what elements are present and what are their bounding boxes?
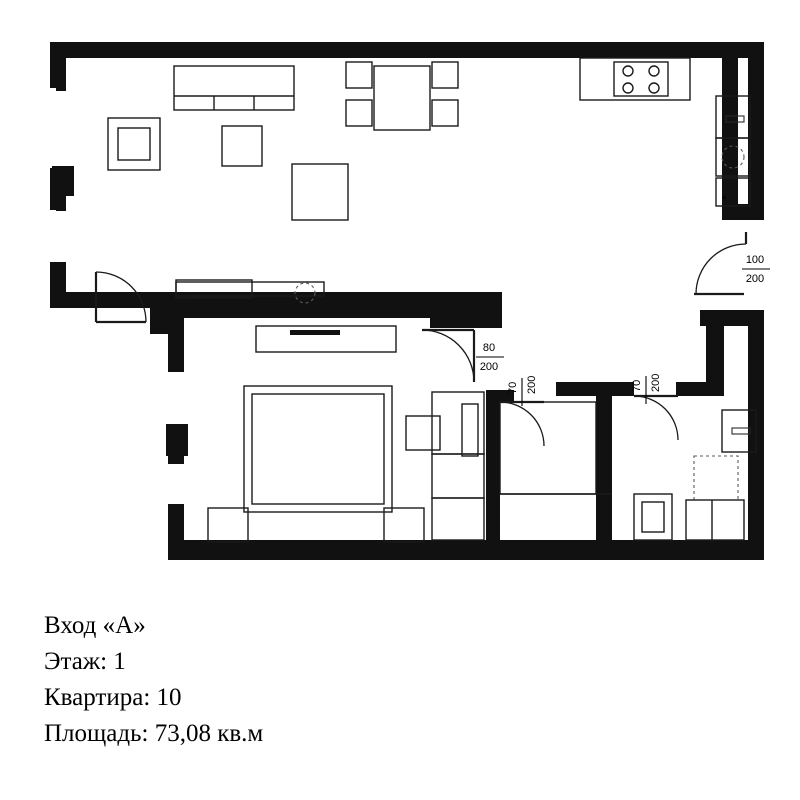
- appliance-mark: *: [722, 194, 727, 206]
- wall-left-pier-1: [52, 166, 74, 196]
- living-room-furniture: [108, 62, 458, 220]
- wall-bedroom-left-stop2: [168, 456, 184, 464]
- wall-wc-right: [596, 382, 612, 542]
- dim-bath-right-height: 200: [650, 373, 662, 392]
- burner-1: [623, 66, 633, 76]
- caption-apartment: Квартира: 10: [44, 684, 182, 711]
- dining-chair-1: [346, 62, 372, 88]
- dim-bath-right-width: 70: [631, 379, 643, 392]
- bath-sink-basin: [732, 428, 750, 434]
- dim-bedroom-height: 200: [479, 361, 499, 373]
- bed-mattress: [252, 394, 384, 504]
- bedroom-shelf-detail: [290, 330, 340, 335]
- wc-fixtures: [500, 402, 756, 540]
- walls-layer: [50, 42, 764, 560]
- door-arc-bath-70b: [634, 396, 678, 440]
- wall-left-window-stop-1: [56, 85, 66, 91]
- caption-entrance: Вход «А»: [44, 612, 146, 639]
- plan-caption: [44, 608, 644, 752]
- door-arc-entry-100: [696, 244, 746, 294]
- closet-lower: [432, 454, 484, 498]
- wall-wc-left: [486, 390, 500, 542]
- caption-floor: Этаж: 1: [44, 648, 126, 675]
- doors-layer: [96, 232, 746, 446]
- armchair: [108, 118, 160, 170]
- dining-chair-3: [432, 62, 458, 88]
- wall-bedroom-left-stop: [168, 366, 184, 372]
- toilet-bowl: [642, 502, 664, 532]
- burner-2: [649, 66, 659, 76]
- sofa: [174, 66, 294, 110]
- door-arc-wc-70a: [500, 402, 544, 446]
- dim-bedroom-width: 80: [482, 342, 496, 354]
- shower-tray: [694, 456, 738, 500]
- dim-wc-left-height: 200: [526, 375, 538, 394]
- bedroom-shelf: [256, 326, 396, 352]
- dim-wc-left-width: 70: [507, 381, 519, 394]
- nightstand-left: [208, 508, 248, 542]
- wall-bottom-left: [168, 540, 580, 560]
- armchair-seat: [118, 128, 150, 160]
- kitchen-counter: [580, 58, 690, 100]
- toilet: [634, 494, 672, 540]
- wall-wc-right-head: [556, 382, 612, 396]
- wall-bottom-right: [580, 540, 764, 560]
- cooktop: [614, 62, 668, 96]
- dining-table: [374, 66, 430, 130]
- wall-left-window-stop-2: [56, 205, 66, 211]
- closet-base: [432, 498, 484, 540]
- wall-right-stop-1: [748, 58, 764, 70]
- wall-left-lower: [50, 262, 66, 308]
- closet-door-panel: [462, 404, 478, 456]
- nightstand-right: [384, 508, 424, 542]
- wall-right-lower-top: [700, 310, 764, 326]
- wall-left-upper-top: [50, 42, 66, 88]
- bathtub: [686, 500, 744, 540]
- wall-top: [50, 42, 764, 58]
- bed: [244, 386, 392, 512]
- caption-area: Площадь: 73,08 кв.м: [44, 720, 264, 747]
- dim-entry-height: 200: [745, 273, 765, 285]
- dim-entry-width: 100: [745, 254, 765, 266]
- wall-divider-stub: [430, 316, 502, 328]
- burner-3: [623, 83, 633, 93]
- wall-bedroom-left-a: [168, 318, 184, 366]
- wc-room-outline: [500, 402, 596, 494]
- dining-chair-2: [346, 100, 372, 126]
- side-table: [222, 126, 262, 166]
- door-arc-bedroom-80: [422, 330, 474, 382]
- dining-chair-4: [432, 100, 458, 126]
- wall-bedroom-pier: [166, 424, 188, 456]
- coffee-table: [292, 164, 348, 220]
- bedroom-small-table: [406, 416, 440, 450]
- burner-4: [649, 83, 659, 93]
- wall-bath-left: [706, 326, 724, 396]
